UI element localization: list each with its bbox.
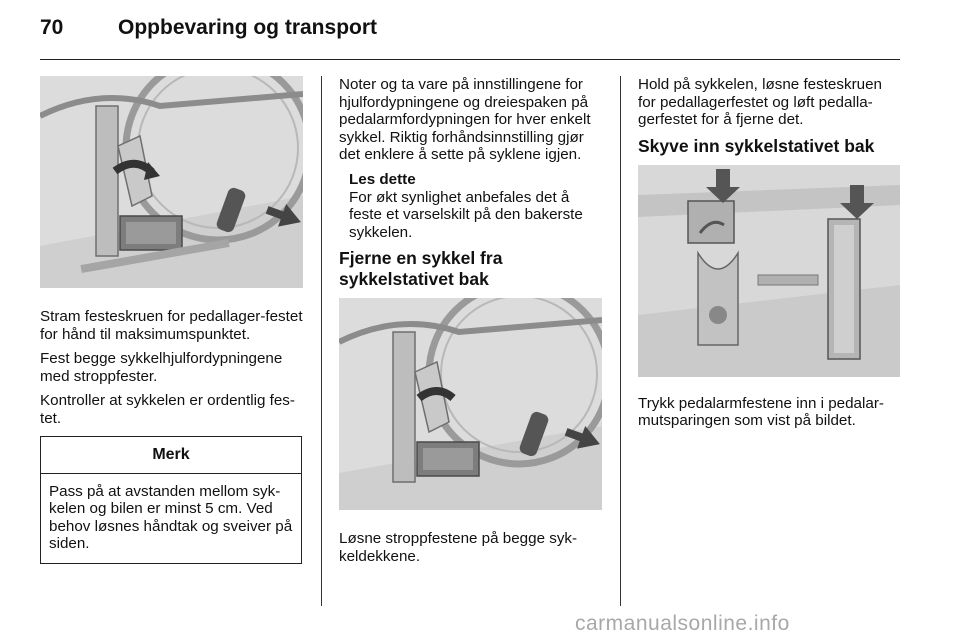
illustration-push-pedal-mounts [638,165,900,377]
paragraph-check-secure: Kontroller at sykkelen er ordentlig fes-tet. [40,392,295,427]
note-box [40,436,302,564]
header-divider [40,59,900,60]
watermark: carmanualsonline.info [575,612,790,635]
column-2 [339,76,605,573]
paragraph-remove-mount: Hold på sykkelen, løsne festeskruen for pedallagerfestet og løft pedalla-gerfestet for å fjerne det. [638,76,882,129]
section-heading-retract-carrier: Skyve inn sykkelstativet bak [638,135,875,156]
column-divider-1 [321,76,322,606]
paragraph-fasten-straps: Fest begge sykkelhjulfordypningene med stroppfester. [40,350,283,385]
page-number: 70 [40,16,64,39]
notice-block [349,171,605,241]
page-header [40,16,900,50]
paragraph-loosen-straps: Løsne stroppfestene på begge syk-keldekkene. [339,530,578,565]
illustration-pedal-mount [40,76,303,288]
section-heading-remove-bike: Fjerne en sykkel fra sykkelstativet bak [339,248,503,290]
notice-title: Les dette [349,170,416,188]
paragraph-tighten-screw: Stram festeskruen for pedallager-festet for hånd til maksimumspunktet. [40,308,303,343]
column-divider-2 [620,76,621,606]
paragraph-push-mounts: Trykk pedalarmfestene inn i pedalar-mutsparingen som vist på bildet. [638,394,884,430]
notice-text: For økt synlighet anbefales det å feste et varselskilt på den bakerste sykkelen. [349,188,583,241]
illustration-loosen-straps [339,298,602,510]
page-title: Oppbevaring og transport [118,16,378,39]
paragraph-note-settings: Noter og ta vare på innstillingene for hjulfordypningene og dreiespaken på pedalarmfordypningen for hver enkelt sykkel. Riktig forhåndsinnstilling gjør det enklere å sette på syklene igjen. [339,76,591,164]
column-3 [638,76,902,437]
note-text: Pass på at avstanden mellom syk-kelen og bilen er minst 5 cm. Ved behov løsnes håndtak og sveiver på siden. [49,482,293,553]
column-1 [40,76,303,564]
note-title: Merk [41,437,301,474]
